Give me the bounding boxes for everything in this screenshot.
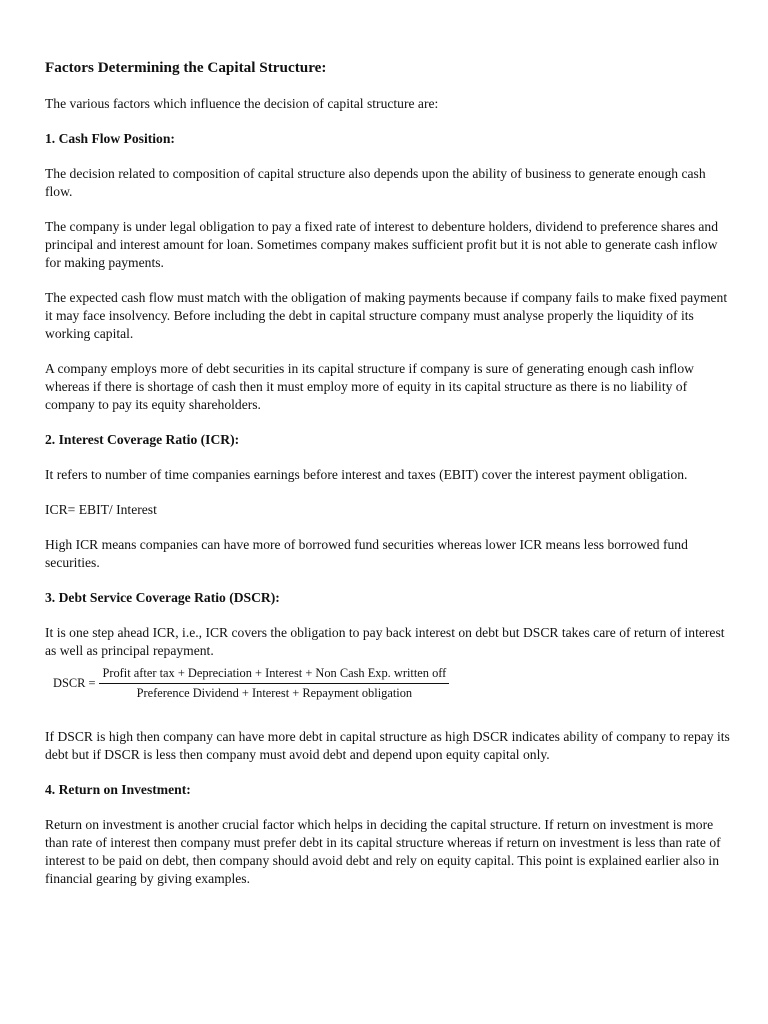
document-title: Factors Determining the Capital Structure: — [45, 59, 327, 76]
paragraph: The company is under legal obligation to pay a fixed rate of interest to debenture holders, dividend to preference shares and principal and interest amount for loan. Sometimes company makes sufficient profit but it is not able to generate cash inflow for making payments. — [45, 219, 719, 270]
paragraph: If DSCR is high then company can have more debt in capital structure as high DSCR indicates ability of company to repay its debt but if DSCR is less then company must avoid debt and depend upon equity capital only. — [45, 729, 730, 762]
paragraph: High ICR means companies can have more of borrowed fund securities whereas lower ICR means less borrowed fund securities. — [45, 537, 688, 570]
icr-formula: ICR= EBIT/ Interest — [45, 502, 157, 517]
document-page — [45, 58, 730, 905]
paragraph: The expected cash flow must match with the obligation of making payments because if company fails to make fixed payment it may face insolvency. Before including the debt in capital structure company must analyse properly the liquidity of its working capital. — [45, 290, 728, 341]
dscr-formula-lhs: DSCR = — [53, 676, 96, 690]
intro-paragraph: The various factors which influence the decision of capital structure are: — [45, 96, 439, 111]
paragraph: Return on investment is another crucial factor which helps in deciding the capital structure. If return on investment is more than rate of interest then company must prefer debt in its capital structure whereas if return on investment is less than rate of interest to be paid on debt, then company should avoid debt and rely on equity capital. This point is explained earlier also in financial gearing by giving examples. — [45, 817, 721, 886]
section-heading-icr: 2. Interest Coverage Ratio (ICR): — [45, 432, 240, 447]
dscr-denominator: Preference Dividend + Interest + Repayment obligation — [136, 686, 413, 700]
section-heading-roi: 4. Return on Investment: — [45, 782, 191, 797]
paragraph: It refers to number of time companies earnings before interest and taxes (EBIT) cover the interest payment obligation. — [45, 467, 688, 482]
section-heading-dscr: 3. Debt Service Coverage Ratio (DSCR): — [45, 590, 280, 605]
dscr-fraction — [99, 666, 449, 701]
paragraph: The decision related to composition of capital structure also depends upon the ability of business to generate enough cash flow. — [45, 166, 706, 199]
dscr-numerator: Profit after tax + Depreciation + Interest + Non Cash Exp. written off — [99, 666, 449, 684]
dscr-formula — [53, 666, 730, 701]
section-heading-cash-flow: 1. Cash Flow Position: — [45, 131, 175, 146]
paragraph: A company employs more of debt securities in its capital structure if company is sure of generating enough cash inflow whereas if there is shortage of cash then it must employ more of equity in its capital structure as there is no liability of company to pay its equity shareholders. — [45, 361, 694, 412]
paragraph: It is one step ahead ICR, i.e., ICR covers the obligation to pay back interest on debt but DSCR takes care of return of interest as well as principal repayment. — [45, 625, 725, 658]
